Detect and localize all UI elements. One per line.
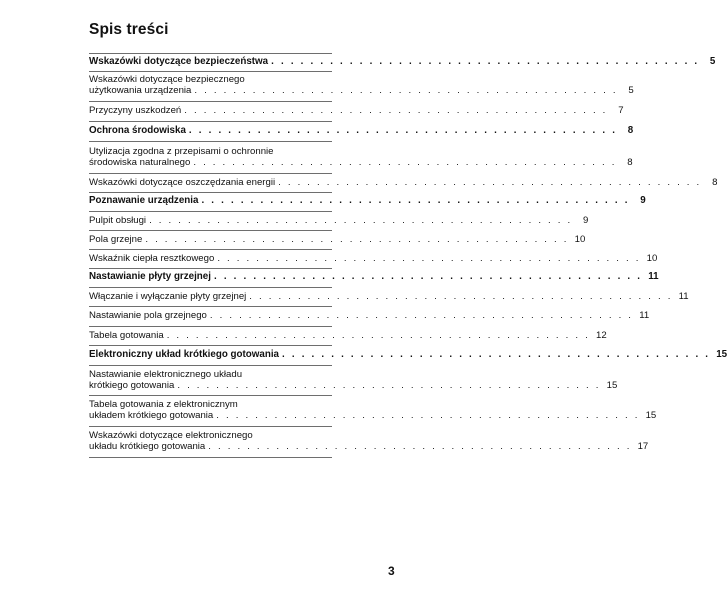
toc-leader-dots: . . . . . . . . . . . . . . . . . . . . . . . . . . . . . . . . . . . . . . . . . . . . — [149, 214, 573, 226]
toc-leader-dots: . . . . . . . . . . . . . . . . . . . . . . . . . . . . . . . . . . . . . . . . . . . . — [194, 85, 618, 96]
toc-leader-dots: . . . . . . . . . . . . . . . . . . . . . . . . . . . . . . . . . . . . . . . . . . . . — [209, 310, 634, 321]
toc-divider — [89, 326, 332, 327]
toc-divider — [89, 287, 332, 288]
toc-entry-title: Wskazówki dotyczące elektronicznego — [89, 429, 253, 441]
toc-entry-title: Utylizacja zgodna z przepisami o ochronnie — [89, 145, 274, 157]
toc-entry[interactable] — [89, 145, 633, 169]
toc-divider — [89, 457, 332, 458]
toc-leader-dots: . . . . . . . . . . . . . . . . . . . . . . . . . . . . . . . . . . . . . . . . . . . . — [177, 380, 601, 391]
toc-divider — [89, 395, 332, 396]
toc-entry-title: Wskazówki dotyczące bezpiecznego — [89, 73, 245, 85]
toc-entry-title: użytkowania urządzenia — [89, 85, 192, 96]
toc-leader-dots: . . . . . . . . . . . . . . . . . . . . . . . . . . . . . . . . . . . . . . . . . . . . — [278, 176, 702, 188]
toc-entry[interactable] — [89, 73, 634, 97]
toc-entry[interactable] — [89, 214, 589, 227]
toc-section[interactable] — [89, 195, 646, 207]
toc-section[interactable] — [89, 271, 659, 283]
toc-page-number: 5 — [628, 85, 634, 96]
toc-divider — [89, 53, 332, 54]
toc-entry-title: Tabela gotowania — [89, 329, 164, 341]
toc-page-number: 15 — [645, 410, 657, 421]
toc-page-number: 9 — [640, 195, 646, 206]
table-of-contents — [89, 56, 727, 453]
toc-leader-dots: . . . . . . . . . . . . . . . . . . . . . . . . . . . . . . . . . . . . . . . . . . . . — [188, 125, 618, 136]
toc-page-number: 17 — [637, 441, 649, 452]
toc-divider — [89, 101, 332, 102]
toc-entry-title: Włączanie i wyłączanie płyty grzejnej — [89, 290, 247, 302]
toc-section[interactable] — [89, 125, 634, 137]
toc-entry-title: Elektroniczny układ krótkiego gotowania — [89, 349, 279, 360]
toc-entry-title: Nastawianie płyty grzejnej — [89, 271, 211, 282]
toc-page-number: 9 — [583, 214, 589, 226]
toc-leader-dots: . . . . . . . . . . . . . . . . . . . . . . . . . . . . . . . . . . . . . . . . . . . . — [201, 195, 630, 206]
toc-entry[interactable] — [89, 176, 718, 189]
toc-entry-title: Przyczyny uszkodzeń — [89, 104, 182, 116]
toc-leader-dots: . . . . . . . . . . . . . . . . . . . . . . . . . . . . . . . . . . . . . . . . . . . . — [216, 410, 640, 421]
toc-page-number: 15 — [606, 380, 618, 391]
toc-leader-dots: . . . . . . . . . . . . . . . . . . . . . . . . . . . . . . . . . . . . . . . . . . . . — [208, 441, 632, 452]
toc-entry-title: Wskaźnik ciepła resztkowego — [89, 252, 215, 264]
toc-page-number: 8 — [627, 125, 634, 136]
toc-divider — [89, 249, 332, 250]
toc-entry-title: Tabela gotowania z elektronicznym — [89, 398, 238, 410]
toc-entry-title: środowiska naturalnego — [89, 157, 191, 168]
toc-entry-title: Nastawianie elektronicznego układu — [89, 368, 243, 380]
toc-divider — [89, 192, 332, 193]
toc-entry-title: układem krótkiego gotowania — [89, 410, 214, 421]
toc-entry[interactable] — [89, 398, 657, 422]
toc-leader-dots: . . . . . . . . . . . . . . . . . . . . . . . . . . . . . . . . . . . . . . . . . . . . — [217, 252, 641, 264]
toc-page-number: 10 — [646, 252, 658, 264]
toc-leader-dots: . . . . . . . . . . . . . . . . . . . . . . . . . . . . . . . . . . . . . . . . . . . . — [282, 349, 711, 360]
toc-page-number: 8 — [627, 157, 633, 168]
toc-entry[interactable] — [89, 368, 618, 392]
toc-entry-title: Pulpit obsługi — [89, 214, 147, 226]
toc-leader-dots: . . . . . . . . . . . . . . . . . . . . . . . . . . . . . . . . . . . . . . . . . . . . — [249, 290, 673, 302]
toc-entry[interactable] — [89, 104, 624, 117]
toc-entry-title: układu krótkiego gotowania — [89, 441, 206, 452]
toc-divider — [89, 306, 332, 307]
toc-entry-title: Wskazówki dotyczące bezpieczeństwa — [89, 56, 269, 67]
toc-page-number: 11 — [648, 271, 659, 282]
toc-entry-title: krótkiego gotowania — [89, 380, 175, 391]
toc-page-number: 11 — [678, 290, 689, 302]
toc-entry[interactable] — [89, 252, 658, 265]
toc-page-number: 7 — [618, 104, 624, 116]
toc-page-number: 12 — [595, 329, 607, 341]
toc-divider — [89, 365, 332, 366]
toc-page-number: 15 — [716, 349, 727, 360]
toc-entry[interactable] — [89, 429, 649, 453]
toc-leader-dots: . . . . . . . . . . . . . . . . . . . . . . . . . . . . . . . . . . . . . . . . . . . . — [213, 271, 643, 282]
toc-divider — [89, 141, 332, 142]
toc-page-number: 11 — [639, 310, 650, 321]
toc-leader-dots: . . . . . . . . . . . . . . . . . . . . . . . . . . . . . . . . . . . . . . . . . . . . — [193, 157, 617, 168]
toc-entry[interactable] — [89, 310, 650, 322]
toc-divider — [89, 345, 332, 346]
toc-entry[interactable] — [89, 329, 607, 342]
toc-divider — [89, 211, 332, 212]
toc-section[interactable] — [89, 56, 716, 68]
toc-entry[interactable] — [89, 234, 586, 246]
page-title: Spis treści — [89, 21, 169, 38]
toc-entry-title: Poznawanie urządzenia — [89, 195, 199, 206]
toc-leader-dots: . . . . . . . . . . . . . . . . . . . . . . . . . . . . . . . . . . . . . . . . . . . . — [271, 56, 700, 67]
toc-leader-dots: . . . . . . . . . . . . . . . . . . . . . . . . . . . . . . . . . . . . . . . . . . . . — [184, 104, 608, 116]
toc-divider — [89, 173, 332, 174]
toc-divider — [89, 426, 332, 427]
toc-divider — [89, 71, 332, 72]
toc-section[interactable] — [89, 349, 727, 361]
toc-divider — [89, 268, 332, 269]
toc-page-number: 8 — [712, 176, 718, 188]
toc-entry-title: Wskazówki dotyczące oszczędzania energii — [89, 176, 276, 188]
toc-divider — [89, 121, 332, 122]
toc-leader-dots: . . . . . . . . . . . . . . . . . . . . . . . . . . . . . . . . . . . . . . . . . . . . — [145, 234, 569, 245]
toc-leader-dots: . . . . . . . . . . . . . . . . . . . . . . . . . . . . . . . . . . . . . . . . . . . . — [166, 329, 590, 341]
toc-divider — [89, 230, 332, 231]
toc-page-number: 5 — [709, 56, 716, 67]
toc-entry-title: Pola grzejne — [89, 234, 143, 245]
toc-entry[interactable] — [89, 290, 689, 303]
toc-entry-title: Nastawianie pola grzejnego — [89, 310, 207, 321]
toc-entry-title: Ochrona środowiska — [89, 125, 186, 136]
toc-page-number: 10 — [574, 234, 586, 245]
page-number: 3 — [388, 564, 395, 578]
